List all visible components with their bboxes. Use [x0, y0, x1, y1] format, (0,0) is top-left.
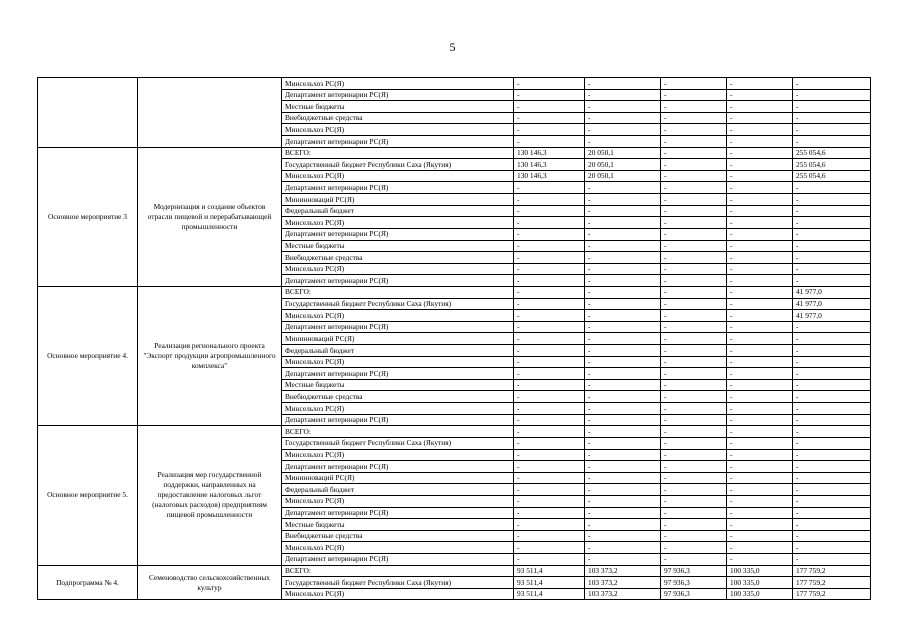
amount-cell-1: -: [514, 553, 585, 565]
amount-cell-4: -: [727, 530, 793, 542]
amount-cell-5: -: [793, 437, 871, 449]
amount-cell-5: -: [793, 472, 871, 484]
amount-cell-3: -: [661, 391, 727, 403]
amount-cell-3: -: [661, 379, 727, 391]
amount-cell-3: -: [661, 530, 727, 542]
amount-cell-4: -: [727, 472, 793, 484]
amount-cell-5: -: [793, 495, 871, 507]
amount-cell-3: -: [661, 461, 727, 473]
amount-cell-3: -: [661, 182, 727, 194]
page-number: 5: [449, 40, 456, 54]
amount-cell-2: 20 050,1: [585, 170, 661, 182]
amount-cell-2: -: [585, 228, 661, 240]
amount-cell-3: -: [661, 345, 727, 357]
funding-source-cell: Местные бюджеты: [282, 379, 514, 391]
amount-cell-2: -: [585, 217, 661, 229]
amount-cell-4: -: [727, 461, 793, 473]
funding-source-cell: Минсельхоз РС(Я): [282, 588, 514, 600]
amount-cell-3: 97 936,3: [661, 588, 727, 600]
measure-title-cell: [138, 78, 282, 148]
amount-cell-1: -: [514, 263, 585, 275]
funding-source-cell: Местные бюджеты: [282, 519, 514, 531]
amount-cell-5: -: [793, 542, 871, 554]
amount-cell-2: -: [585, 495, 661, 507]
amount-cell-5: -: [793, 391, 871, 403]
amount-cell-2: -: [585, 252, 661, 264]
amount-cell-4: -: [727, 368, 793, 380]
measure-cell: Подпрограмма № 4.: [38, 565, 138, 600]
funding-source-cell: Государственный бюджет Республики Саха (Якутия): [282, 577, 514, 589]
amount-cell-1: -: [514, 78, 585, 90]
amount-cell-2: -: [585, 136, 661, 148]
amount-cell-4: -: [727, 298, 793, 310]
table-row: [38, 286, 871, 298]
amount-cell-2: -: [585, 519, 661, 531]
amount-cell-5: 177 759,2: [793, 565, 871, 577]
amount-cell-4: -: [727, 403, 793, 415]
amount-cell-4: -: [727, 217, 793, 229]
funding-source-cell: Минсельхоз РС(Я): [282, 263, 514, 275]
funding-source-cell: Департамент ветеринарии РС(Я): [282, 461, 514, 473]
funding-source-cell: Минсельхоз РС(Я): [282, 170, 514, 182]
amount-cell-4: -: [727, 553, 793, 565]
amount-cell-4: -: [727, 542, 793, 554]
amount-cell-5: -: [793, 101, 871, 113]
amount-cell-5: -: [793, 275, 871, 287]
funding-source-cell: Департамент ветеринарии РС(Я): [282, 89, 514, 101]
amount-cell-4: -: [727, 124, 793, 136]
amount-cell-4: -: [727, 263, 793, 275]
funding-source-cell: Минсельхоз РС(Я): [282, 403, 514, 415]
amount-cell-1: -: [514, 205, 585, 217]
amount-cell-3: -: [661, 136, 727, 148]
amount-cell-2: -: [585, 78, 661, 90]
funding-source-cell: Департамент ветеринарии РС(Я): [282, 275, 514, 287]
amount-cell-3: -: [661, 437, 727, 449]
amount-cell-5: 255 054,6: [793, 170, 871, 182]
amount-cell-5: -: [793, 217, 871, 229]
amount-cell-5: -: [793, 333, 871, 345]
amount-cell-2: -: [585, 101, 661, 113]
amount-cell-5: 177 759,2: [793, 588, 871, 600]
funding-source-cell: Мининноваций РС(Я): [282, 333, 514, 345]
amount-cell-5: -: [793, 345, 871, 357]
amount-cell-2: -: [585, 542, 661, 554]
amount-cell-1: -: [514, 461, 585, 473]
amount-cell-1: -: [514, 530, 585, 542]
amount-cell-4: -: [727, 507, 793, 519]
amount-cell-4: -: [727, 414, 793, 426]
measure-title-cell: Модернизация и создание объектов отрасли пищевой и перерабатывающей промышленности: [138, 147, 282, 286]
amount-cell-1: -: [514, 228, 585, 240]
amount-cell-5: -: [793, 205, 871, 217]
amount-cell-5: -: [793, 461, 871, 473]
measure-title-cell: Семеноводство сельскохозяйственных культур: [138, 565, 282, 600]
amount-cell-4: -: [727, 495, 793, 507]
amount-cell-3: 97 936,3: [661, 577, 727, 589]
amount-cell-5: -: [793, 136, 871, 148]
amount-cell-5: -: [793, 379, 871, 391]
amount-cell-1: -: [514, 356, 585, 368]
amount-cell-4: -: [727, 333, 793, 345]
amount-cell-5: -: [793, 89, 871, 101]
measure-title-cell: Реализация регионального проекта "Экспорт продукции агропромышленного комплекса": [138, 286, 282, 425]
amount-cell-1: -: [514, 298, 585, 310]
funding-source-cell: Внебюджетные средства: [282, 252, 514, 264]
funding-source-cell: Департамент ветеринарии РС(Я): [282, 368, 514, 380]
amount-cell-1: -: [514, 403, 585, 415]
amount-cell-2: -: [585, 275, 661, 287]
funding-source-cell: Государственный бюджет Республики Саха (Якутия): [282, 298, 514, 310]
amount-cell-4: -: [727, 240, 793, 252]
amount-cell-1: -: [514, 484, 585, 496]
amount-cell-5: 41 977,0: [793, 298, 871, 310]
amount-cell-2: -: [585, 310, 661, 322]
amount-cell-2: -: [585, 426, 661, 438]
amount-cell-5: -: [793, 403, 871, 415]
funding-source-cell: ВСЕГО:: [282, 147, 514, 159]
amount-cell-1: -: [514, 391, 585, 403]
amount-cell-3: -: [661, 495, 727, 507]
funding-source-cell: Департамент ветеринарии РС(Я): [282, 136, 514, 148]
amount-cell-5: -: [793, 507, 871, 519]
amount-cell-3: -: [661, 170, 727, 182]
amount-cell-5: 177 759,2: [793, 577, 871, 589]
amount-cell-3: -: [661, 403, 727, 415]
amount-cell-4: -: [727, 519, 793, 531]
amount-cell-1: -: [514, 379, 585, 391]
budget-table: [37, 77, 871, 600]
funding-source-cell: ВСЕГО:: [282, 286, 514, 298]
amount-cell-2: -: [585, 124, 661, 136]
amount-cell-1: -: [514, 507, 585, 519]
amount-cell-4: -: [727, 356, 793, 368]
amount-cell-5: 41 977,0: [793, 286, 871, 298]
amount-cell-1: -: [514, 286, 585, 298]
amount-cell-3: -: [661, 217, 727, 229]
amount-cell-3: -: [661, 310, 727, 322]
measure-cell: [38, 78, 138, 148]
amount-cell-1: -: [514, 414, 585, 426]
amount-cell-3: -: [661, 112, 727, 124]
amount-cell-3: -: [661, 147, 727, 159]
amount-cell-4: -: [727, 89, 793, 101]
amount-cell-4: -: [727, 484, 793, 496]
funding-source-cell: Федеральный бюджет: [282, 345, 514, 357]
amount-cell-5: -: [793, 449, 871, 461]
amount-cell-2: -: [585, 345, 661, 357]
amount-cell-1: -: [514, 217, 585, 229]
amount-cell-3: 97 936,3: [661, 565, 727, 577]
amount-cell-2: 103 373,2: [585, 588, 661, 600]
amount-cell-4: -: [727, 136, 793, 148]
amount-cell-3: -: [661, 333, 727, 345]
amount-cell-4: -: [727, 182, 793, 194]
budget-table-body: [38, 78, 871, 600]
table-row: [38, 78, 871, 90]
amount-cell-2: -: [585, 449, 661, 461]
amount-cell-1: -: [514, 426, 585, 438]
funding-source-cell: Департамент ветеринарии РС(Я): [282, 414, 514, 426]
amount-cell-1: -: [514, 310, 585, 322]
amount-cell-3: -: [661, 356, 727, 368]
amount-cell-5: -: [793, 414, 871, 426]
amount-cell-2: -: [585, 298, 661, 310]
amount-cell-1: -: [514, 89, 585, 101]
amount-cell-5: -: [793, 426, 871, 438]
amount-cell-4: -: [727, 275, 793, 287]
amount-cell-1: -: [514, 112, 585, 124]
amount-cell-3: -: [661, 228, 727, 240]
amount-cell-3: -: [661, 542, 727, 554]
amount-cell-1: 93 511,4: [514, 565, 585, 577]
amount-cell-5: -: [793, 484, 871, 496]
amount-cell-2: -: [585, 484, 661, 496]
amount-cell-3: -: [661, 194, 727, 206]
amount-cell-2: 20 050,1: [585, 159, 661, 171]
amount-cell-3: -: [661, 159, 727, 171]
amount-cell-2: -: [585, 205, 661, 217]
amount-cell-5: -: [793, 112, 871, 124]
table-row: [38, 147, 871, 159]
amount-cell-1: -: [514, 519, 585, 531]
funding-source-cell: Минсельхоз РС(Я): [282, 356, 514, 368]
amount-cell-1: -: [514, 345, 585, 357]
amount-cell-4: -: [727, 147, 793, 159]
amount-cell-4: -: [727, 205, 793, 217]
amount-cell-5: -: [793, 321, 871, 333]
amount-cell-5: 41 977,0: [793, 310, 871, 322]
amount-cell-1: -: [514, 252, 585, 264]
amount-cell-4: -: [727, 170, 793, 182]
funding-source-cell: Федеральный бюджет: [282, 484, 514, 496]
table-row: [38, 426, 871, 438]
amount-cell-3: -: [661, 553, 727, 565]
funding-source-cell: Департамент ветеринарии РС(Я): [282, 507, 514, 519]
amount-cell-1: -: [514, 275, 585, 287]
amount-cell-1: 130 146,3: [514, 170, 585, 182]
amount-cell-2: -: [585, 403, 661, 415]
amount-cell-3: -: [661, 472, 727, 484]
funding-source-cell: Минсельхоз РС(Я): [282, 124, 514, 136]
amount-cell-2: -: [585, 368, 661, 380]
amount-cell-2: -: [585, 321, 661, 333]
amount-cell-5: -: [793, 252, 871, 264]
amount-cell-4: -: [727, 78, 793, 90]
amount-cell-4: -: [727, 426, 793, 438]
amount-cell-4: -: [727, 345, 793, 357]
amount-cell-4: 100 335,0: [727, 565, 793, 577]
amount-cell-5: -: [793, 182, 871, 194]
funding-source-cell: ВСЕГО:: [282, 565, 514, 577]
amount-cell-3: -: [661, 78, 727, 90]
amount-cell-2: -: [585, 379, 661, 391]
amount-cell-5: -: [793, 530, 871, 542]
amount-cell-3: -: [661, 89, 727, 101]
amount-cell-2: -: [585, 437, 661, 449]
funding-source-cell: Местные бюджеты: [282, 101, 514, 113]
amount-cell-5: -: [793, 553, 871, 565]
funding-source-cell: Местные бюджеты: [282, 240, 514, 252]
amount-cell-5: -: [793, 263, 871, 275]
amount-cell-3: -: [661, 426, 727, 438]
amount-cell-4: -: [727, 310, 793, 322]
amount-cell-5: -: [793, 194, 871, 206]
amount-cell-3: -: [661, 507, 727, 519]
funding-source-cell: Департамент ветеринарии РС(Я): [282, 321, 514, 333]
amount-cell-4: -: [727, 159, 793, 171]
amount-cell-4: -: [727, 112, 793, 124]
amount-cell-1: -: [514, 182, 585, 194]
funding-source-cell: Минсельхоз РС(Я): [282, 542, 514, 554]
funding-source-cell: Мининноваций РС(Я): [282, 472, 514, 484]
amount-cell-2: -: [585, 414, 661, 426]
amount-cell-1: -: [514, 333, 585, 345]
amount-cell-3: -: [661, 414, 727, 426]
amount-cell-3: -: [661, 101, 727, 113]
funding-source-cell: Внебюджетные средства: [282, 112, 514, 124]
amount-cell-5: -: [793, 519, 871, 531]
funding-source-cell: Департамент ветеринарии РС(Я): [282, 182, 514, 194]
funding-source-cell: ВСЕГО:: [282, 426, 514, 438]
amount-cell-5: -: [793, 240, 871, 252]
amount-cell-4: -: [727, 101, 793, 113]
amount-cell-3: -: [661, 298, 727, 310]
amount-cell-3: -: [661, 321, 727, 333]
amount-cell-1: -: [514, 368, 585, 380]
amount-cell-4: -: [727, 437, 793, 449]
amount-cell-3: -: [661, 252, 727, 264]
amount-cell-5: 255 054,6: [793, 159, 871, 171]
amount-cell-2: 103 373,2: [585, 577, 661, 589]
amount-cell-2: -: [585, 194, 661, 206]
amount-cell-2: -: [585, 553, 661, 565]
amount-cell-5: -: [793, 368, 871, 380]
amount-cell-3: -: [661, 240, 727, 252]
amount-cell-1: 93 511,4: [514, 588, 585, 600]
funding-source-cell: Государственный бюджет Республики Саха (Якутия): [282, 159, 514, 171]
amount-cell-4: -: [727, 228, 793, 240]
amount-cell-5: -: [793, 228, 871, 240]
amount-cell-3: -: [661, 368, 727, 380]
funding-source-cell: Департамент ветеринарии РС(Я): [282, 553, 514, 565]
amount-cell-2: -: [585, 461, 661, 473]
amount-cell-4: -: [727, 449, 793, 461]
amount-cell-1: 93 511,4: [514, 577, 585, 589]
funding-source-cell: Минсельхоз РС(Я): [282, 449, 514, 461]
amount-cell-2: -: [585, 530, 661, 542]
amount-cell-5: -: [793, 124, 871, 136]
measure-title-cell: Реализация мер государственной поддержки, направленных на предоставление налоговых льгот (налоговых расходов) предприятиям пищевой промышленности: [138, 426, 282, 565]
measure-cell: Основное мероприятие 3: [38, 147, 138, 286]
amount-cell-2: -: [585, 472, 661, 484]
amount-cell-1: -: [514, 449, 585, 461]
amount-cell-2: -: [585, 286, 661, 298]
amount-cell-2: -: [585, 182, 661, 194]
amount-cell-2: -: [585, 333, 661, 345]
amount-cell-1: -: [514, 495, 585, 507]
amount-cell-4: -: [727, 194, 793, 206]
amount-cell-1: -: [514, 437, 585, 449]
amount-cell-1: -: [514, 124, 585, 136]
amount-cell-4: -: [727, 379, 793, 391]
amount-cell-2: -: [585, 391, 661, 403]
amount-cell-3: -: [661, 286, 727, 298]
amount-cell-1: -: [514, 136, 585, 148]
measure-cell: Основное мероприятие 4.: [38, 286, 138, 425]
amount-cell-3: -: [661, 519, 727, 531]
amount-cell-5: 255 054,6: [793, 147, 871, 159]
funding-source-cell: Федеральный бюджет: [282, 205, 514, 217]
amount-cell-3: -: [661, 263, 727, 275]
amount-cell-3: -: [661, 275, 727, 287]
measure-cell: Основное мероприятие 5.: [38, 426, 138, 565]
amount-cell-1: -: [514, 101, 585, 113]
funding-source-cell: Государственный бюджет Республики Саха (Якутия): [282, 437, 514, 449]
funding-source-cell: Внебюджетные средства: [282, 391, 514, 403]
funding-source-cell: Мининноваций РС(Я): [282, 194, 514, 206]
amount-cell-2: 103 373,2: [585, 565, 661, 577]
amount-cell-5: -: [793, 356, 871, 368]
amount-cell-2: -: [585, 240, 661, 252]
funding-source-cell: Департамент ветеринарии РС(Я): [282, 228, 514, 240]
amount-cell-1: -: [514, 321, 585, 333]
amount-cell-5: -: [793, 78, 871, 90]
amount-cell-4: 100 335,0: [727, 588, 793, 600]
amount-cell-1: 130 146,3: [514, 159, 585, 171]
amount-cell-4: 100 335,0: [727, 577, 793, 589]
amount-cell-1: -: [514, 240, 585, 252]
amount-cell-1: -: [514, 194, 585, 206]
table-row: [38, 565, 871, 577]
amount-cell-2: 20 050,1: [585, 147, 661, 159]
amount-cell-4: -: [727, 321, 793, 333]
amount-cell-2: -: [585, 263, 661, 275]
amount-cell-3: -: [661, 449, 727, 461]
amount-cell-3: -: [661, 124, 727, 136]
amount-cell-1: -: [514, 542, 585, 554]
amount-cell-2: -: [585, 89, 661, 101]
funding-source-cell: Внебюджетные средства: [282, 530, 514, 542]
amount-cell-2: -: [585, 507, 661, 519]
funding-source-cell: Минсельхоз РС(Я): [282, 310, 514, 322]
amount-cell-2: -: [585, 112, 661, 124]
amount-cell-4: -: [727, 252, 793, 264]
amount-cell-4: -: [727, 391, 793, 403]
funding-source-cell: Минсельхоз РС(Я): [282, 217, 514, 229]
amount-cell-2: -: [585, 356, 661, 368]
amount-cell-3: -: [661, 205, 727, 217]
funding-source-cell: Минсельхоз РС(Я): [282, 78, 514, 90]
funding-source-cell: Минсельхоз РС(Я): [282, 495, 514, 507]
amount-cell-1: 130 146,3: [514, 147, 585, 159]
amount-cell-4: -: [727, 286, 793, 298]
amount-cell-3: -: [661, 484, 727, 496]
amount-cell-1: -: [514, 472, 585, 484]
